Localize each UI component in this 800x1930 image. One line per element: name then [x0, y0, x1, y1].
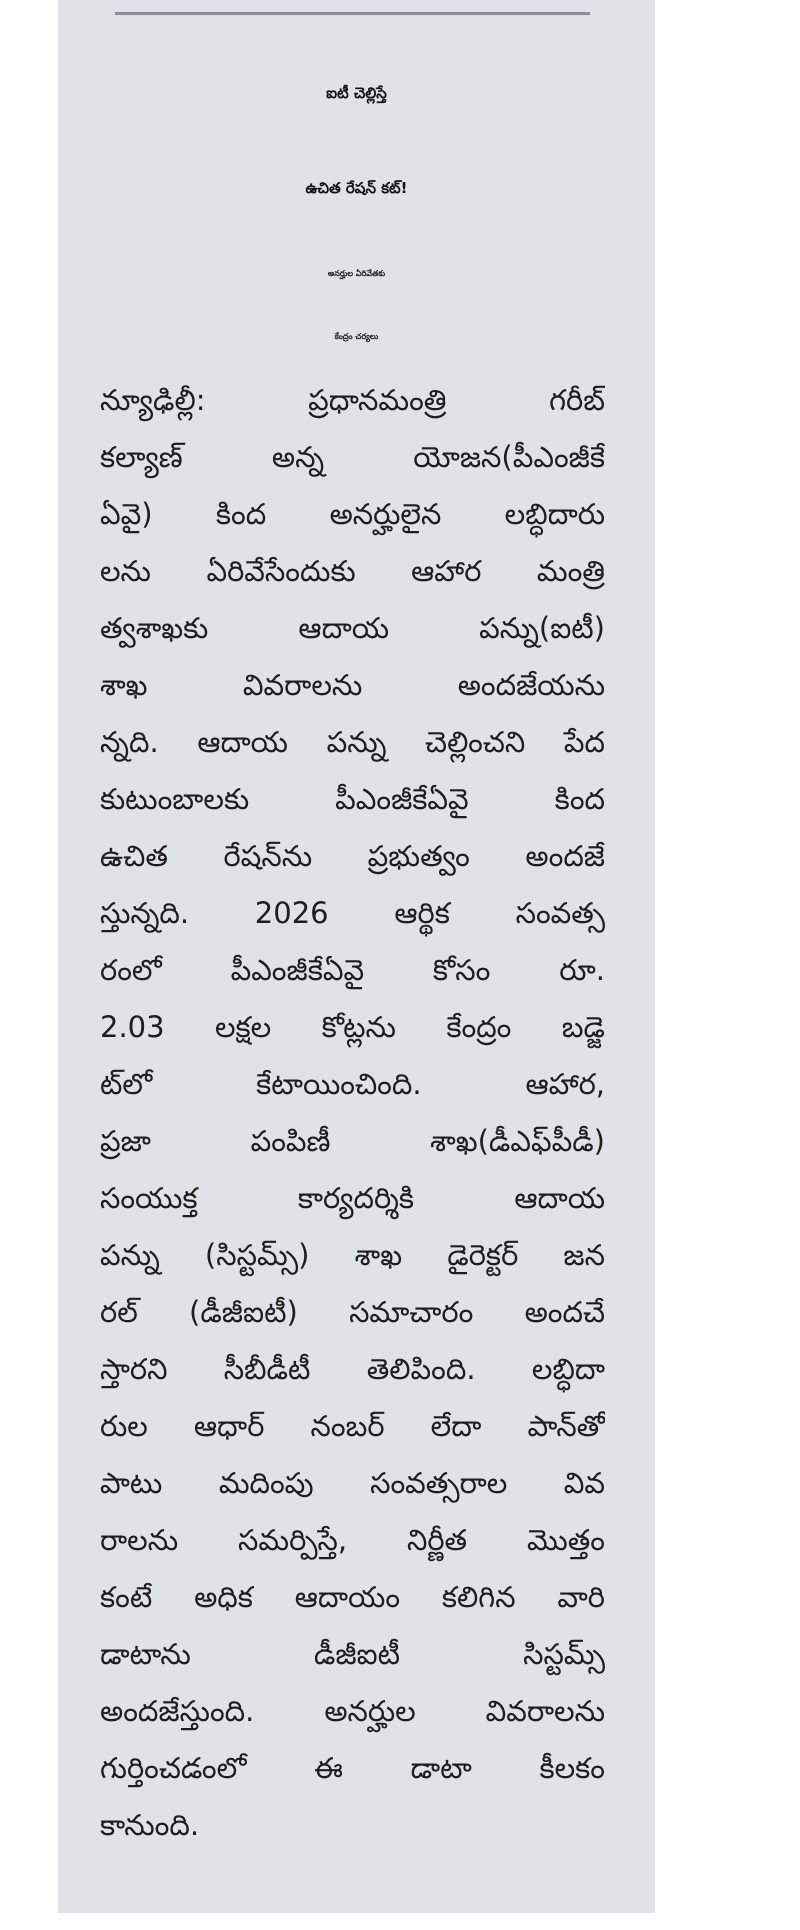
body-line: డాటాను డీజీఐటీ సిస్టమ్స్	[100, 1637, 605, 1671]
body-line: 2.03 లక్షల కోట్లను కేంద్రం బడ్జె	[100, 1010, 605, 1044]
body-line: స్తున్నది. 2026 ఆర్థిక సంవత్స	[100, 896, 605, 930]
article-body	[100, 372, 605, 1854]
body-line: పన్ను (సిస్టమ్స్) శాఖ డైరెక్టర్ జన	[100, 1238, 605, 1272]
body-line: రంలో పీఎంజీకేఏవై కోసం రూ.	[100, 953, 605, 987]
body-line: న్యూఢిల్లీ: ప్రధానమంత్రి గరీబ్	[100, 383, 605, 417]
subheadline-line-1: అనర్హుల ఏరివేతకు	[327, 269, 386, 278]
body-line: గుర్తించడంలో ఈ డాటా కీలకం	[100, 1751, 605, 1785]
body-line: అందజేస్తుంది. అనర్హుల వివరాలను	[100, 1694, 605, 1728]
body-line: శాఖ వివరాలను అందజేయను	[100, 668, 605, 702]
body-line: కల్యాణ్ అన్న యోజన(పీఎంజీకే	[100, 440, 605, 474]
body-line: న్నది. ఆదాయ పన్ను చెల్లించని పేద	[100, 725, 605, 759]
body-line: రుల ఆధార్ నంబర్ లేదా పాన్‌తో	[100, 1409, 605, 1443]
body-line: త్వశాఖకు ఆదాయ పన్ను(ఐటీ)	[100, 611, 605, 645]
body-line: ఉచిత రేషన్‌ను ప్రభుత్వం అందజే	[100, 839, 605, 873]
headline-line-1: ఐటీ చెల్లిస్తే	[326, 84, 387, 102]
body-line: కుటుంబాలకు పీఎంజీకేఏవై కింద	[100, 782, 605, 816]
body-line: ట్‌లో కేటాయించింది. ఆహార,	[100, 1067, 605, 1101]
body-line: పాటు మదింపు సంవత్సరాల వివ	[100, 1466, 605, 1500]
body-line: స్తారని సీబీడీటీ తెలిపింది. లబ్ధిదా	[100, 1352, 605, 1386]
body-line: లను ఏరివేసేందుకు ఆహార మంత్రి	[100, 554, 605, 588]
body-line: రల్ (డీజీఐటీ) సమాచారం అందచే	[100, 1295, 605, 1329]
headline-line-2: ఉచిత రేషన్ కట్!	[305, 179, 408, 197]
body-line: ప్రజా పంపిణీ శాఖ(డీఎఫ్‌పీడీ)	[100, 1124, 605, 1158]
top-rule	[115, 12, 590, 15]
body-line: కంటే అధిక ఆదాయం కలిగిన వారి	[100, 1580, 605, 1614]
body-line: కానుంది.	[100, 1808, 200, 1842]
subheadline-line-2: కేంద్రం చర్యలు	[334, 332, 379, 341]
body-line: సంయుక్త కార్యదర్శికి ఆదాయ	[100, 1181, 605, 1215]
body-line: రాలను సమర్పిస్తే, నిర్ణీత మొత్తం	[100, 1523, 605, 1557]
body-line: ఏవై) కింద అనర్హులైన లబ్ధిదారు	[100, 497, 605, 531]
